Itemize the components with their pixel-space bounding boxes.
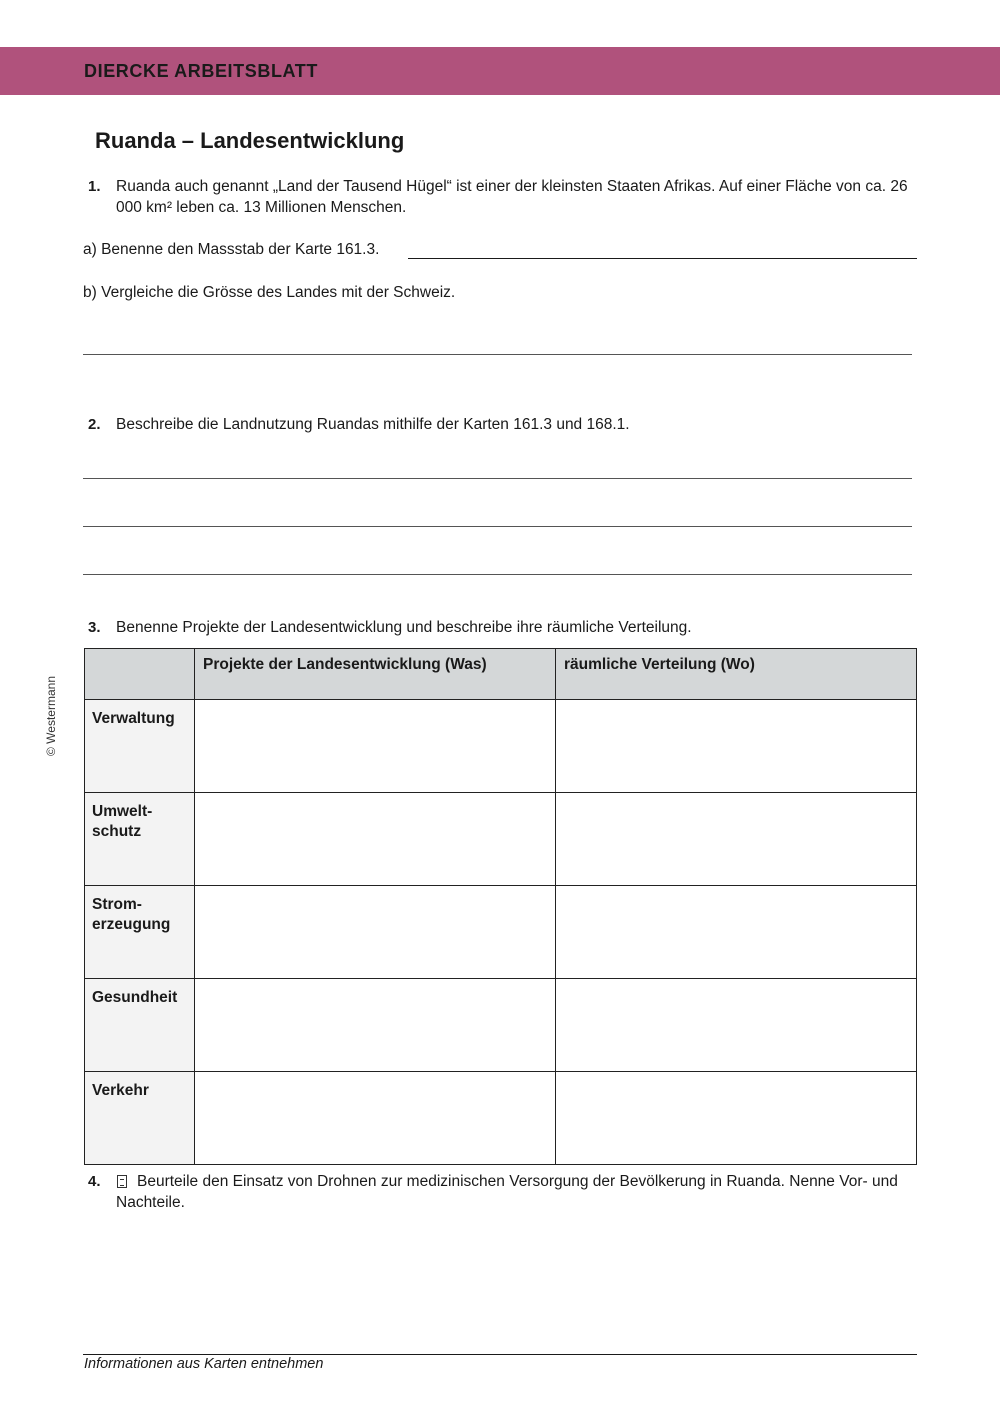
table-row: [85, 886, 917, 979]
task-1-number: 1.: [88, 178, 101, 195]
task-1a-answer-line[interactable]: [408, 258, 917, 259]
task-2-answer-line[interactable]: [83, 478, 912, 479]
task-2-answer-line[interactable]: [83, 574, 912, 575]
row-label-gesundheit: Gesundheit: [85, 979, 195, 1072]
task-1b-label: b) Vergleiche die Grösse des Landes mit der Schweiz.: [83, 284, 456, 301]
table-row: [85, 793, 917, 886]
answer-cell-wo[interactable]: [556, 1072, 917, 1165]
task-4-text: Beurteile den Einsatz von Drohnen zur medizinischen Versorgung der Bevölkerung in Ruanda. Nenne Vor- und Nachteile.: [116, 1173, 898, 1211]
answer-cell-wo[interactable]: [556, 700, 917, 793]
row-label-verkehr: Verkehr: [85, 1072, 195, 1165]
row-label-stromerzeugung: Strom- erzeugung: [85, 886, 195, 979]
task-1a-label: a) Benenne den Massstab der Karte 161.3.: [83, 241, 380, 258]
task-2-text: Beschreibe die Landnutzung Ruandas mithilfe der Karten 161.3 und 168.1.: [116, 416, 630, 433]
task-2-number: 2.: [88, 416, 101, 433]
row-label-umweltschutz: Umwelt- schutz: [85, 793, 195, 886]
answer-cell-was[interactable]: [195, 886, 556, 979]
copyright-note: © Westermann: [44, 676, 58, 756]
footer-text: Informationen aus Karten entnehmen: [84, 1356, 324, 1372]
table-row: [85, 979, 917, 1072]
task-3-number: 3.: [88, 619, 101, 636]
table-header-was: Projekte der Landesentwicklung (Was): [195, 649, 556, 700]
task-2-answer-line[interactable]: [83, 526, 912, 527]
answer-cell-was[interactable]: [195, 793, 556, 886]
table-header-wo: räumliche Verteilung (Wo): [556, 649, 917, 700]
header-brand: DIERCKE ARBEITSBLATT: [84, 61, 318, 81]
page-title: Ruanda – Landesentwicklung: [95, 128, 405, 153]
answer-cell-was[interactable]: [195, 700, 556, 793]
table-header-row: [85, 649, 917, 700]
answer-cell-was[interactable]: [195, 979, 556, 1072]
answer-cell-was[interactable]: [195, 1072, 556, 1165]
task-4-number: 4.: [88, 1173, 101, 1190]
row-label-verwaltung: Verwaltung: [85, 700, 195, 793]
table-row: [85, 700, 917, 793]
answer-cell-wo[interactable]: [556, 886, 917, 979]
task-1-text: Ruanda auch genannt „Land der Tausend Hügel“ ist einer der kleinsten Staaten Afrikas. Auf einer Fläche von ca. 26 000 km² leben ca. 13 Millionen Menschen.: [116, 178, 908, 216]
development-table: [84, 648, 917, 1165]
task-3-text: Benenne Projekte der Landesentwicklung und beschreibe ihre räumliche Verteilung.: [116, 619, 692, 636]
answer-cell-wo[interactable]: [556, 979, 917, 1072]
footer-divider: [83, 1354, 917, 1355]
table-row: [85, 1072, 917, 1165]
table-header-corner: [85, 649, 195, 700]
answer-cell-wo[interactable]: [556, 793, 917, 886]
task-1b-answer-line[interactable]: [83, 354, 912, 355]
